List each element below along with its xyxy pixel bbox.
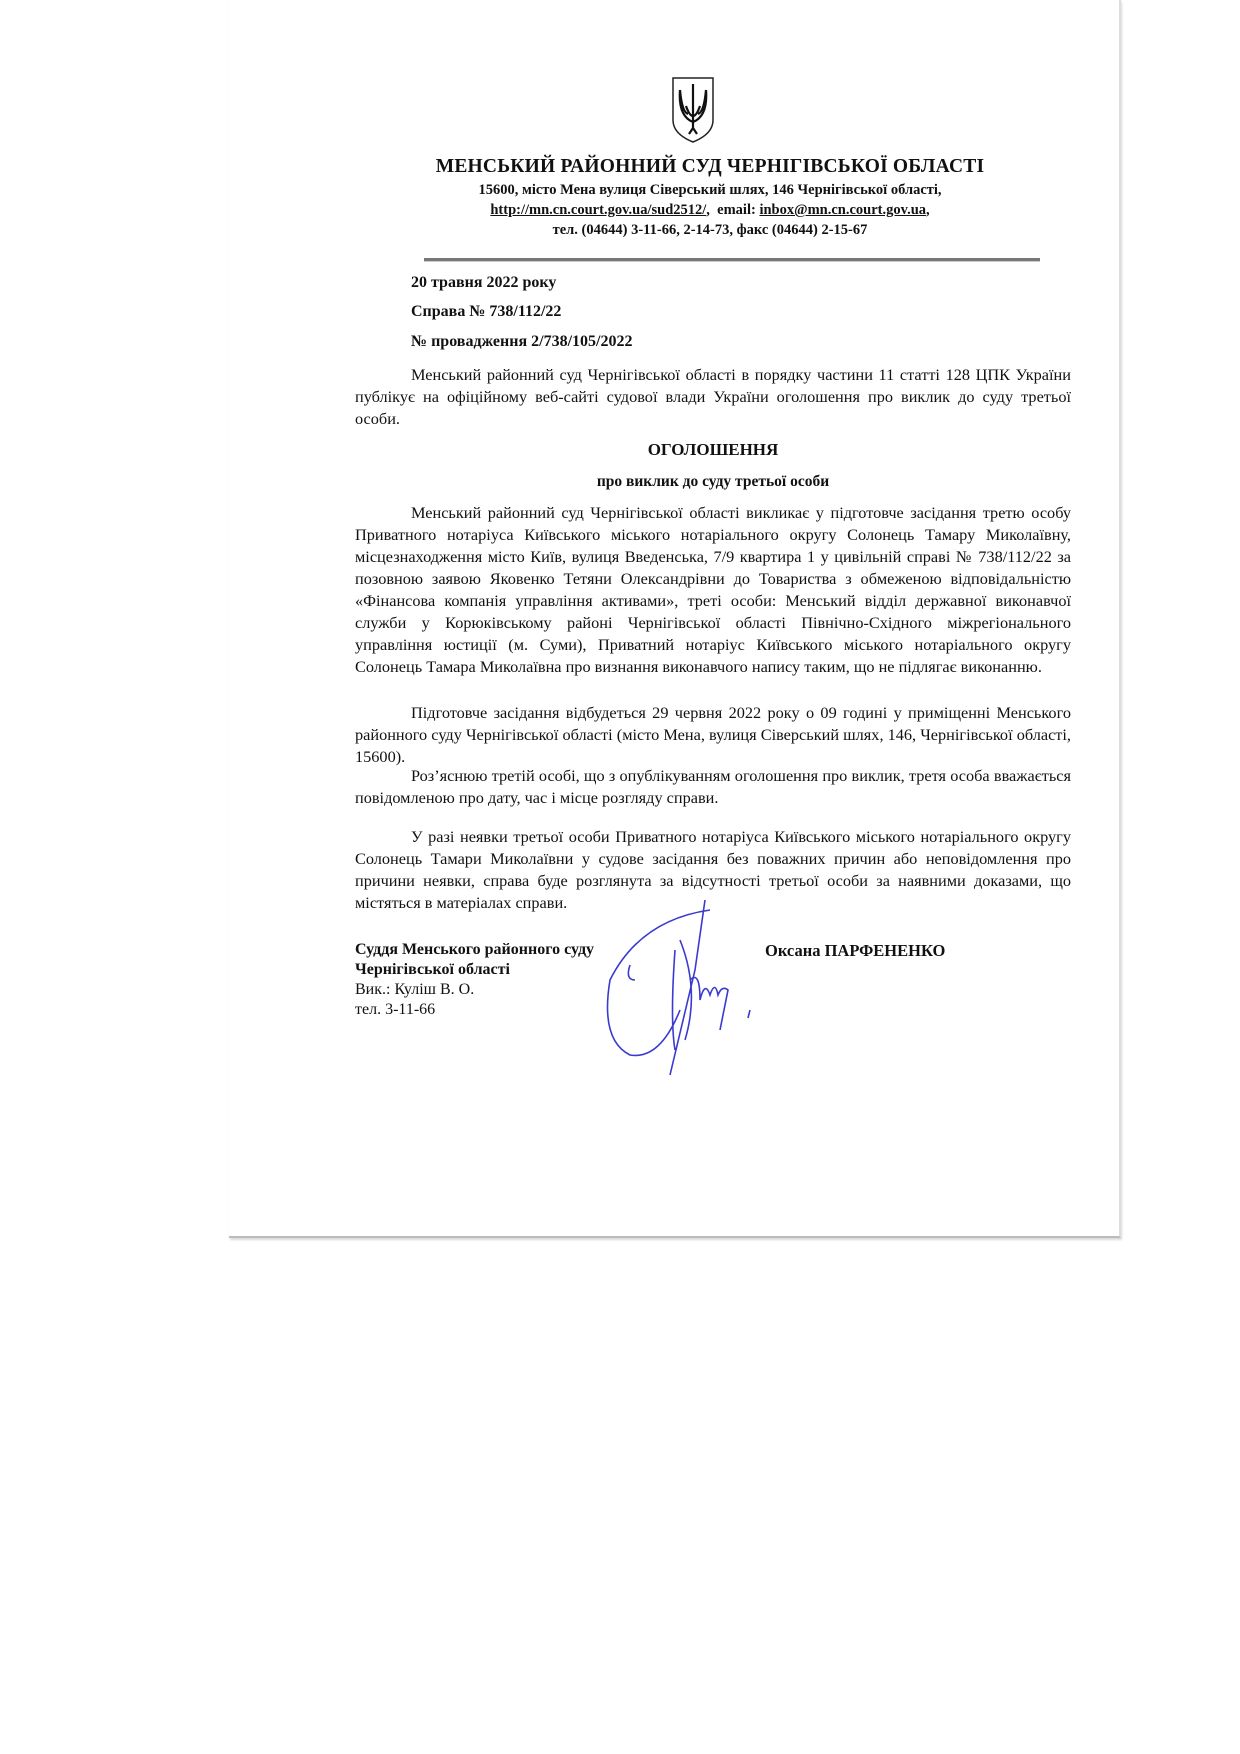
case-number: Справа № 738/112/22 [411,303,562,320]
body-paragraph: Підготовче засідання відбудеться 29 червня 2022 року о 09 годині у приміщенні Менського районного суду Чернігівської області (місто Мена, вулиця Сіверський шлях, 146, Чернігівської області, 15600). [355,703,1071,766]
judge-region: Чернігівської області [355,961,510,978]
executor-phone: тел. 3-11-66 [355,1001,436,1018]
email-label: email: [717,202,756,218]
court-phones: тел. (04644) 3-11-66, 2-14-73, факс (04644) 2-15-67 [552,222,868,238]
body-paragraph: Роз’яснюю третій особі, що з опублікуванням оголошення про виклик, третя особа вважається повідомленою про дату, час і місце розгляду справи. [355,766,1071,807]
email-link[interactable]: inbox@mn.cn.court.gov.ua [759,202,927,218]
judge-position: Суддя Менського районного суду [355,941,595,958]
handwritten-signature [600,900,800,1080]
court-address: 15600, місто Мена вулиця Сіверський шлях, 146 Чернігівської області, [478,182,942,198]
judge-name: Оксана ПАРФЕНЕНКО [765,941,946,960]
signature-block [355,940,594,1020]
notice-subtitle: про виклик до суду третьої особи [596,473,830,490]
header-divider [424,258,1040,262]
trident-emblem-icon [670,76,716,144]
proceeding-number: № провадження 2/738/105/2022 [411,333,633,350]
body-paragraph: У разі неявки третьої особи Приватного нотаріуса Київського міського нотаріального округу Солонець Тамари Миколаївни у судове засідання без поважних причин або неповідомлення про причини неявки, справа буде розглянута за відсутності третьої особи за наявними доказами, що містяться в матеріалах справи. [355,827,1071,912]
court-name: МЕНСЬКИЙ РАЙОННИЙ СУД ЧЕРНІГІВСЬКОЇ ОБЛАСТІ [435,156,985,177]
intro-paragraph: Менський районний суд Чернігівської області в порядку частини 11 статті 128 ЦПК України публікує на офіційному веб-сайті судової влади України оголошення про виклик до суду третьої особи. [355,365,1071,428]
body-paragraph: Менський районний суд Чернігівської області викликає у підготовче засідання третю особу Приватного нотаріуса Київського міського нотаріального округу Солонець Тамару Миколаївну, місцезнаходження місто Київ, вулиця Введенська, 7/9 квартира 1 у цивільній справі № 738/112/22 за позовною заявою Яковенко Тетяни Олександрівни до Товариства з обмеженою відповідальністю «Фінансова компанія управління активами», треті особи: Менський відділ державної виконавчої служби у Корюківському районі Чернігівської області Північно-Східного міжрегіонального управління юстиції (м. Суми), Приватний нотаріус Київського міського нотаріального округу Солонець Тамара Миколаївна про визнання виконавчого напису таким, що не підлягає виконанню. [355,503,1071,676]
court-contacts: http://mn.cn.court.gov.ua/sud2512/, email: inbox@mn.cn.court.gov.ua, [490,202,930,218]
notice-title: ОГОЛОШЕННЯ [647,440,779,459]
website-link[interactable]: http://mn.cn.court.gov.ua/sud2512/ [490,202,707,218]
executor: Вик.: Куліш В. О. [355,981,475,998]
document-date: 20 травня 2022 року [411,274,557,291]
